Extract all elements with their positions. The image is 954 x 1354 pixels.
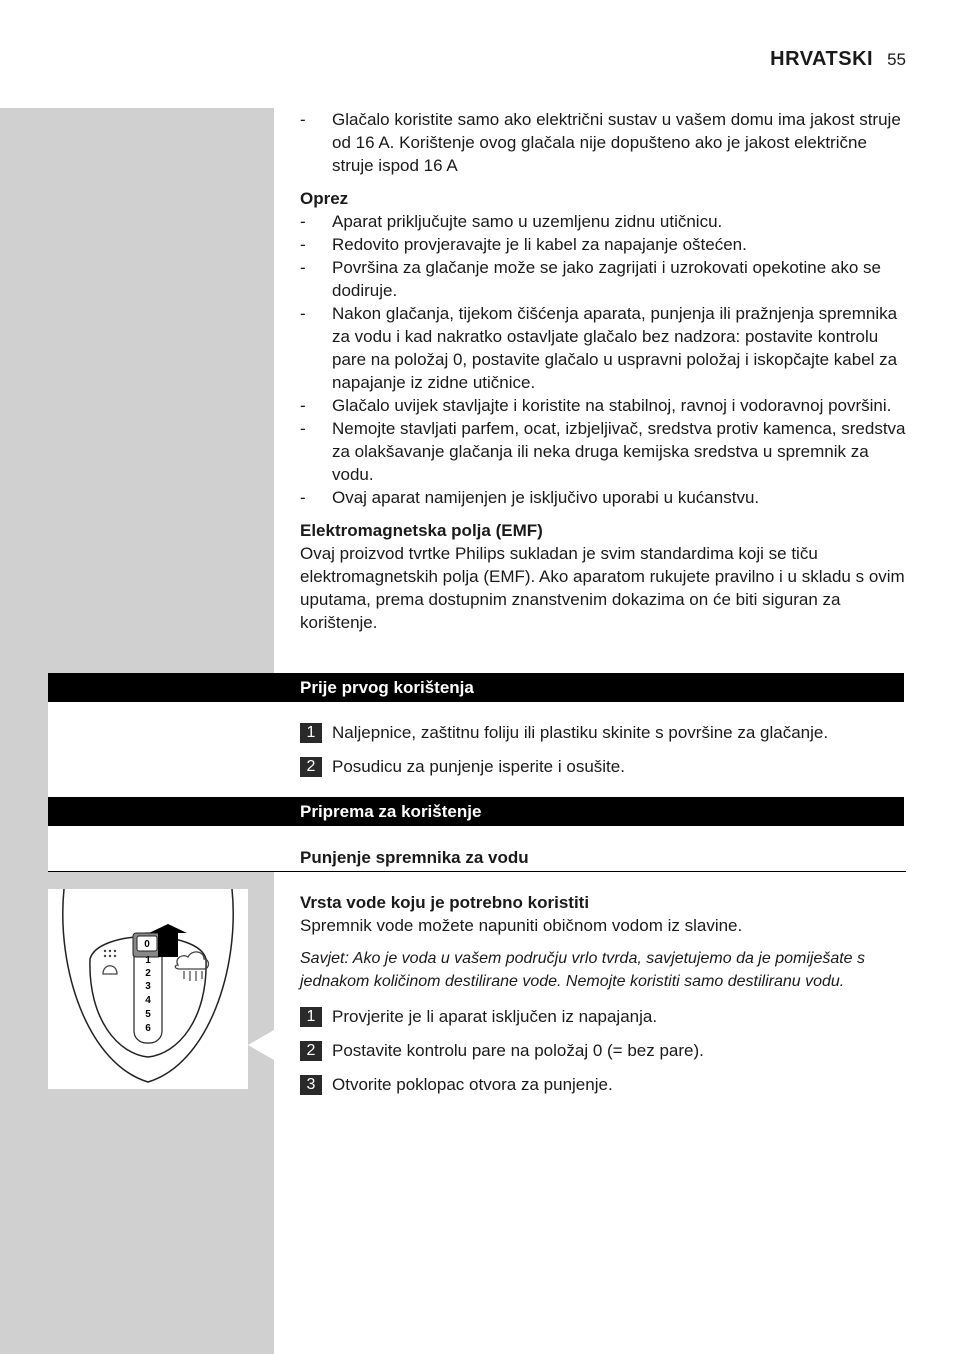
list-item: - Nemojte stavljati parfem, ocat, izbjeljivač, sredstva protiv kamenca, sredstva za olakšavanje glačanja ili neka druga kemijska sredstva u spremnik za vodu. [300,419,906,484]
dial-label: 0 [144,939,150,950]
emf-text: Ovaj proizvod tvrtke Philips sukladan je svim standardima koji se tiču elektromagnetskih polja (EMF). Ako aparatom rukujete pravilno i u skladu s ovim uputama, prema dostupnim znanstvenim dokazima on će biti siguran za korištenje. [300,544,905,632]
list-item: - Glačalo uvijek stavljajte i koristite na stabilnoj, ravnoj i vodoravnoj površini. [300,396,892,415]
dial-label: 4 [145,995,151,1006]
step-number: 2 [300,757,322,777]
step-number: 1 [300,1007,322,1027]
water-heading: Vrsta vode koju je potrebno koristiti [300,893,590,912]
dial-label: 2 [145,968,151,979]
subsection-title: Punjenje spremnika za vodu [300,848,529,867]
safety-section [300,108,906,634]
dial-label: 6 [145,1023,151,1034]
water-section [300,891,906,993]
list-item: - Nakon glačanja, tijekom čišćenja aparata, punjenja ili pražnjenja spremnika za vodu i kad nakratko ostavljate glačalo bez nadzora: postavite kontrolu pare na položaj 0, postavite glačalo u uspravni položaj i iskopčajte kabel za napajanje iz zidne utičnice. [300,304,898,392]
tip-text: Savjet: Ako je voda u vašem području vrlo tvrda, savjetujemo da je pomiješate s jednakom količinom destilirane vode. Nemojte koristiti samo destiliranu vodu. [300,950,866,990]
step-text: Posudicu za punjenje isperite i osušite. [332,757,625,776]
step-item [300,1074,613,1096]
section-bar-preparation [48,797,904,826]
divider [48,871,906,872]
step-text: Postavite kontrolu pare na položaj 0 (= bez pare). [332,1041,704,1060]
section-title: Priprema za korištenje [300,802,482,821]
list-item: - Redovito provjeravajte je li kabel za napajanje oštećen. [300,235,747,254]
steam-dial-drawing [48,889,248,1089]
step-item [300,722,828,744]
page-number: 55 [887,50,906,69]
step-item [300,756,625,778]
margin-white-block [48,702,274,797]
steam-dial-illustration [48,889,248,1089]
dial-label: 3 [145,981,151,992]
step-number: 1 [300,723,322,743]
step-number: 3 [300,1075,322,1095]
dial-label: 5 [145,1009,151,1020]
emf-heading: Elektromagnetska polja (EMF) [300,521,543,540]
language-label: HRVATSKI [770,48,874,70]
list-item: - Aparat priključujte samo u uzemljenu zidnu utičnicu. [300,212,723,231]
step-item [300,1040,704,1062]
page-header [770,48,906,71]
margin-white-block [48,826,274,871]
step-text: Otvorite poklopac otvora za punjenje. [332,1075,613,1094]
list-item: - Glačalo koristite samo ako električni sustav u vašem domu ima jakost struje od 16 A. Korištenje ovog glačala nije dopušteno ako je jakost električne struje ispod 16 A [300,110,901,175]
step-text: Provjerite je li aparat isključen iz napajanja. [332,1007,658,1026]
step-number: 2 [300,1041,322,1061]
step-item [300,1006,657,1028]
water-text: Spremnik vode možete napuniti običnom vodom iz slavine. [300,916,743,935]
section-title: Prije prvog korištenja [300,678,474,697]
dial-label: 1 [145,955,151,966]
callout-pointer [248,1030,274,1060]
step-text: Naljepnice, zaštitnu foliju ili plastiku skinite s površine za glačanje. [332,723,829,742]
list-item: - Ovaj aparat namijenjen je isključivo uporabi u kućanstvu. [300,488,760,507]
list-item: - Površina za glačanje može se jako zagrijati i uzrokovati opekotine ako se dodiruje. [300,258,882,300]
oprez-heading: Oprez [300,189,349,208]
section-bar-first-use [48,673,904,702]
